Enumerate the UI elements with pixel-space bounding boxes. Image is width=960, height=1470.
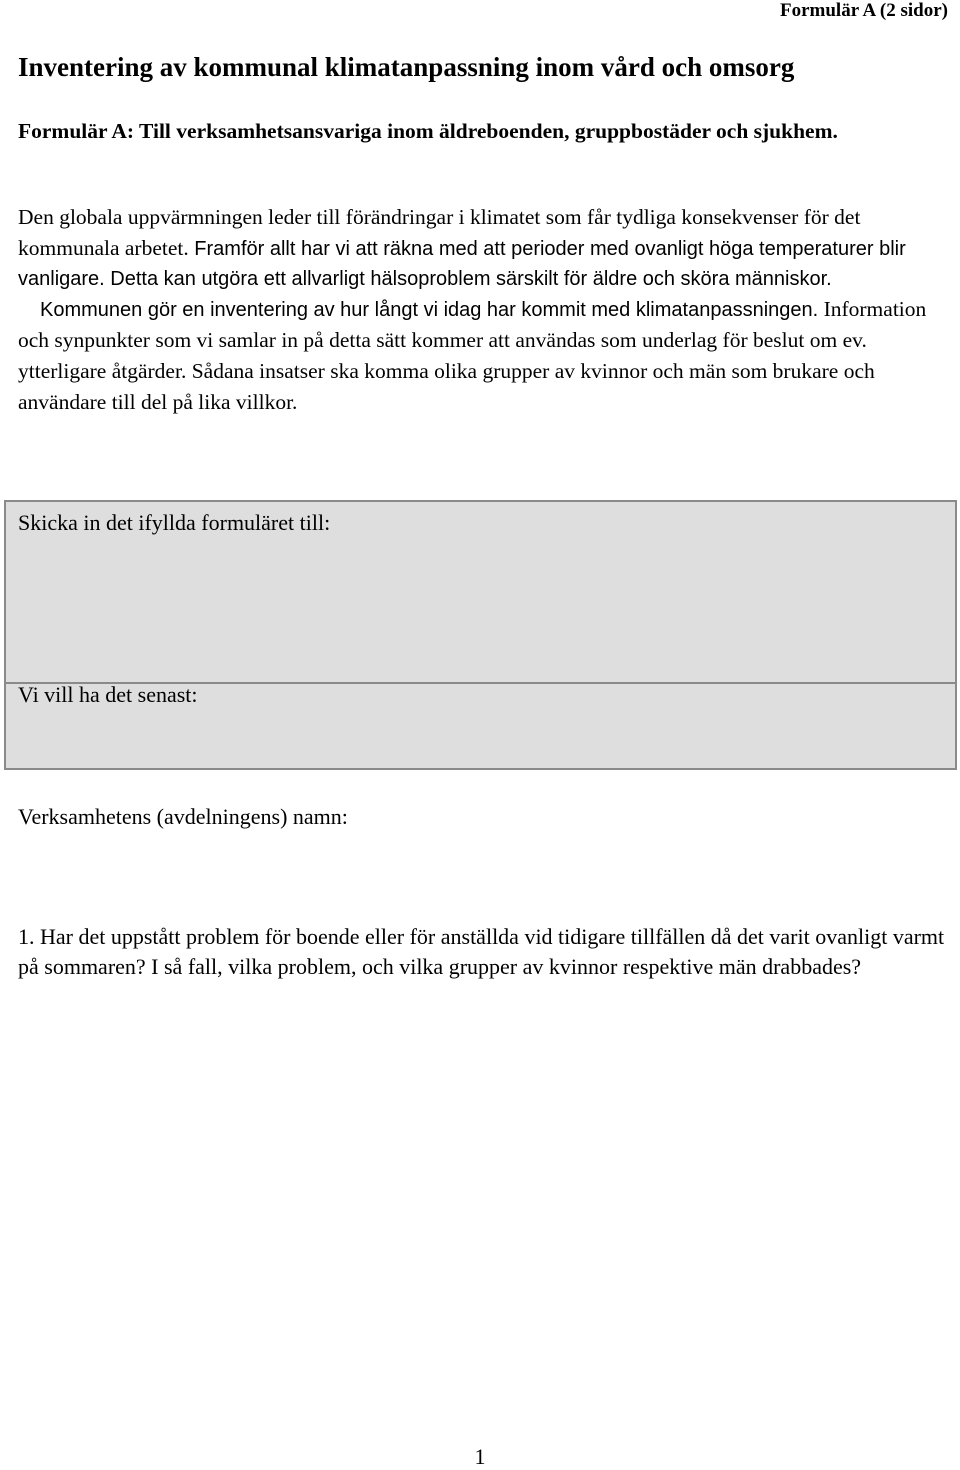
org-name-label: Verksamhetens (avdelningens) namn: <box>18 804 348 829</box>
send-to-field[interactable] <box>6 502 955 684</box>
intro-sentence-3: Kommunen gör en inventering av hur långt vi idag har kommit med klimatanpassningen. <box>40 299 819 321</box>
question-1: 1. Har det uppstått problem för boende eller för anställda vid tidigare tillfällen då det varit ovanligt varmt på sommaren? I så fall, vilka problem, och vilka grupper av kvinnor respektive män drabbades? <box>18 924 945 979</box>
intro-sentence-2: Framför allt har vi att räkna med att perioder med ovanligt höga temperaturer blir vanligare. Detta kan utgöra ett allvarligt hälsoproblem särskilt för äldre och sköra människor. <box>18 238 906 290</box>
form-page-label: Formulär A (2 sidor) <box>779 0 948 21</box>
intro-sentence-4: Information och synpunkter som vi samlar in på detta sätt kommer att användas som underlag för beslut om ev. ytterligare åtgärder. Sådana insatser ska komma olika grupper av kvinnor och män som brukare och användare till del på lika villkor. <box>18 297 927 414</box>
submission-form-box <box>4 500 957 770</box>
page-number: 1 <box>474 1444 486 1469</box>
send-to-label: Skicka in det ifyllda formuläret till: <box>18 510 331 535</box>
intro-paragraph <box>18 202 943 418</box>
document-title: Inventering av kommunal klimatanpassning inom vård och omsorg <box>18 52 795 82</box>
document-subtitle: Formulär A: Till verksamhetsansvariga inom äldreboenden, gruppbostäder och sjukhem. <box>18 119 838 143</box>
intro-sentence-1: Den globala uppvärmningen leder till förändringar i klimatet som får tydliga konsekvenser för det kommunala arbetet. <box>18 205 861 260</box>
deadline-label: Vi vill ha det senast: <box>18 682 198 707</box>
